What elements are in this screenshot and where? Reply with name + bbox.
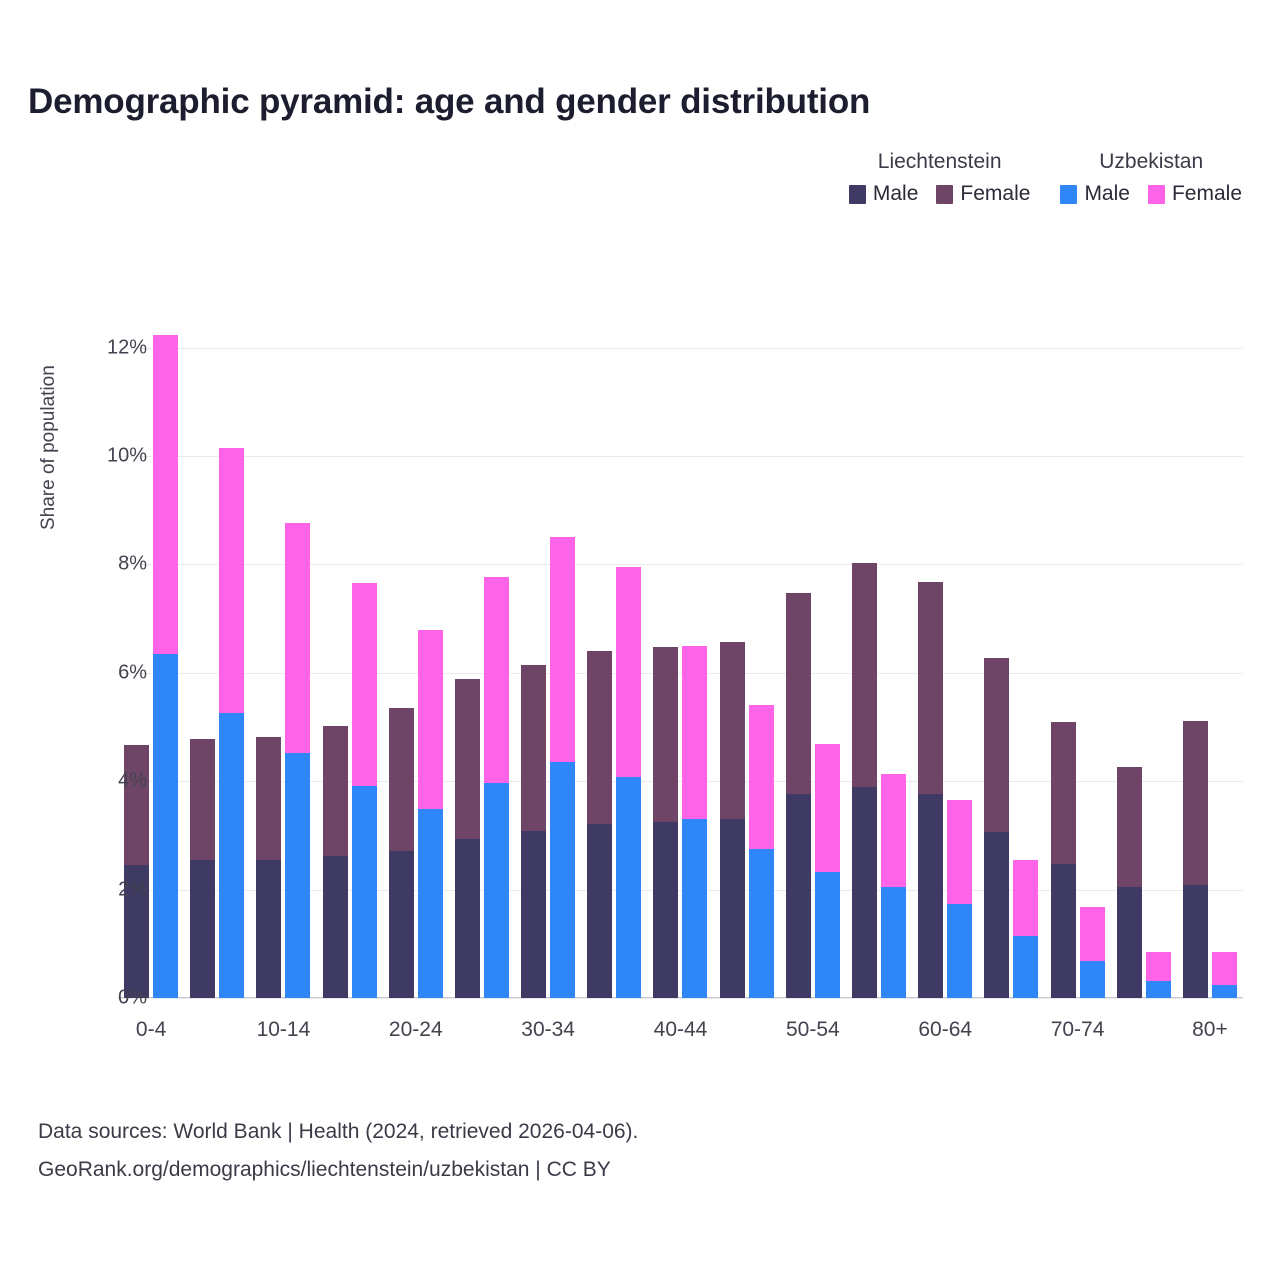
bar-group [978, 315, 1044, 998]
bar-segment-male [616, 777, 641, 998]
bar-uzbekistan[interactable] [682, 646, 707, 998]
bar-segment-female [1051, 722, 1076, 864]
bar-segment-male [484, 783, 509, 998]
bar-liechtenstein[interactable] [587, 651, 612, 998]
bar-segment-female [352, 583, 377, 785]
bar-segment-male [389, 851, 414, 998]
x-axis-tick-label: 10-14 [256, 1018, 311, 1041]
bar-segment-female [881, 774, 906, 888]
bar-group [383, 315, 449, 998]
bar-segment-male [1183, 885, 1208, 998]
bar-segment-female [1146, 952, 1171, 981]
bar-uzbekistan[interactable] [1013, 860, 1038, 998]
bar-segment-female [749, 705, 774, 850]
bar-segment-female [682, 646, 707, 819]
bar-segment-female [323, 726, 348, 856]
y-axis-tick-label: 12% [106, 336, 147, 359]
bar-segment-male [521, 831, 546, 998]
bar-segment-female [256, 737, 281, 861]
bar-segment-female [852, 563, 877, 786]
bar-segment-female [918, 582, 943, 794]
bar-segment-male [153, 654, 178, 998]
bar-group [912, 315, 978, 998]
bar-segment-male [587, 824, 612, 998]
legend-swatch-icon [849, 185, 866, 204]
bar-segment-male [1212, 985, 1237, 998]
bar-segment-female [1183, 721, 1208, 885]
bar-group [449, 315, 515, 998]
x-axis-tick-label: 40-44 [653, 1018, 708, 1041]
legend-item-label: Male [1084, 182, 1130, 205]
bar-segment-male [219, 713, 244, 998]
bar-segment-female [190, 739, 215, 860]
legend-item[interactable] [849, 182, 919, 206]
y-axis-tick-label: 4% [118, 769, 147, 792]
bar-segment-female [1013, 860, 1038, 936]
bar-segment-female [653, 647, 678, 822]
bar-uzbekistan[interactable] [219, 448, 244, 998]
bar-liechtenstein[interactable] [256, 737, 281, 998]
bar-segment-female [815, 744, 840, 872]
bar-liechtenstein[interactable] [1051, 722, 1076, 998]
bar-group [1044, 315, 1110, 998]
bar-segment-male [323, 856, 348, 998]
bar-liechtenstein[interactable] [455, 679, 480, 998]
bar-liechtenstein[interactable] [984, 658, 1009, 998]
bar-segment-male [852, 787, 877, 998]
legend-item[interactable] [1060, 182, 1130, 206]
legend-items [849, 182, 1031, 206]
bar-segment-female [521, 665, 546, 831]
legend-group-title: Liechtenstein [877, 150, 1002, 173]
y-axis-tick-label: 2% [118, 878, 147, 901]
bar-group [1111, 315, 1177, 998]
bar-segment-male [815, 872, 840, 998]
footer-line-2: GeoRank.org/demographics/liechtenstein/uzbekistan | CC BY [38, 1158, 611, 1181]
bar-segment-female [219, 448, 244, 713]
bar-segment-female [786, 593, 811, 795]
page-title: Demographic pyramid: age and gender distribution [28, 82, 871, 121]
bar-segment-female [1212, 952, 1237, 985]
x-axis-tick-label: 80+ [1192, 1018, 1228, 1041]
bar-uzbekistan[interactable] [418, 630, 443, 998]
legend-item-label: Female [1171, 182, 1242, 205]
bar-segment-male [1051, 864, 1076, 998]
bar-group [1177, 315, 1243, 998]
y-axis-tick-label: 10% [106, 444, 147, 467]
bar-segment-male [881, 887, 906, 998]
bar-uzbekistan[interactable] [550, 537, 575, 998]
bar-uzbekistan[interactable] [815, 744, 840, 998]
bar-segment-male [918, 794, 943, 998]
bar-segment-female [616, 567, 641, 777]
bar-segment-male [749, 849, 774, 998]
bar-group [714, 315, 780, 998]
bar-segment-male [682, 819, 707, 998]
bar-segment-male [1117, 887, 1142, 998]
bar-uzbekistan[interactable] [616, 567, 641, 998]
bar-segment-male [550, 762, 575, 998]
bar-segment-male [786, 794, 811, 998]
bar-segment-female [1117, 767, 1142, 887]
bar-group [317, 315, 383, 998]
legend-group-title: Uzbekistan [1099, 150, 1204, 173]
y-axis-tick-label: 0% [118, 986, 147, 1009]
bar-liechtenstein[interactable] [1117, 767, 1142, 998]
bar-segment-male [285, 753, 310, 998]
bar-group [780, 315, 846, 998]
x-axis-tick-label: 30-34 [521, 1018, 575, 1041]
bar-liechtenstein[interactable] [852, 563, 877, 998]
bar-liechtenstein[interactable] [323, 726, 348, 998]
bar-segment-female [285, 523, 310, 753]
bar-liechtenstein[interactable] [918, 582, 943, 998]
x-axis-ticks [118, 998, 1243, 1048]
bar-uzbekistan[interactable] [1146, 952, 1171, 998]
bar-uzbekistan[interactable] [352, 583, 377, 998]
bar-segment-female [389, 708, 414, 851]
footer-line-1: Data sources: World Bank | Health (2024, retrieved 2026-04-06). [38, 1120, 639, 1143]
bar-segment-male [947, 904, 972, 998]
bar-segment-male [455, 839, 480, 998]
bar-segment-male [984, 832, 1009, 998]
bar-segment-female [1080, 907, 1105, 961]
bar-liechtenstein[interactable] [190, 739, 215, 998]
bar-segment-male [1146, 981, 1171, 998]
bar-liechtenstein[interactable] [389, 708, 414, 998]
plot-area [118, 315, 1243, 998]
bar-uzbekistan[interactable] [285, 523, 310, 998]
y-axis-tick-label: 8% [118, 552, 147, 575]
bar-liechtenstein[interactable] [720, 642, 745, 998]
bar-liechtenstein[interactable] [653, 647, 678, 998]
bar-segment-female [153, 335, 178, 655]
bar-segment-female [947, 800, 972, 905]
legend-items [1060, 182, 1242, 206]
bar-segment-female [984, 658, 1009, 831]
legend-swatch-icon [1148, 185, 1165, 204]
y-axis-label: Share of population [38, 365, 59, 530]
bar-liechtenstein[interactable] [521, 665, 546, 998]
legend-item[interactable] [936, 182, 1030, 206]
legend-swatch-icon [1060, 185, 1077, 204]
bar-group [846, 315, 912, 998]
bar-group [647, 315, 713, 998]
x-axis-tick-label: 70-74 [1050, 1018, 1105, 1041]
bar-segment-female [720, 642, 745, 818]
legend-group-0 [849, 150, 1031, 206]
bar-uzbekistan[interactable] [1212, 952, 1237, 998]
legend-item-label: Female [960, 182, 1031, 205]
bar-group [250, 315, 316, 998]
bar-uzbekistan[interactable] [947, 800, 972, 998]
bar-segment-male [1013, 936, 1038, 998]
bar-group [515, 315, 581, 998]
bar-segment-male [1080, 961, 1105, 998]
bar-liechtenstein[interactable] [786, 593, 811, 998]
x-axis-tick-label: 0-4 [135, 1018, 167, 1041]
bar-segment-female [124, 745, 149, 864]
bar-segment-male [720, 819, 745, 998]
bar-segment-female [418, 630, 443, 809]
bar-uzbekistan[interactable] [153, 335, 178, 998]
chart-legend [849, 150, 1242, 206]
x-axis-tick-label: 50-54 [785, 1018, 840, 1041]
bar-segment-male [653, 822, 678, 998]
bar-uzbekistan[interactable] [881, 774, 906, 998]
bar-uzbekistan[interactable] [749, 705, 774, 998]
legend-swatch-icon [936, 185, 953, 204]
bar-segment-female [587, 651, 612, 824]
x-axis-tick-label: 60-64 [918, 1018, 973, 1041]
legend-item-label: Male [872, 182, 919, 205]
bar-uzbekistan[interactable] [1080, 907, 1105, 998]
bar-group [184, 315, 250, 998]
legend-group-1 [1060, 150, 1242, 206]
bar-segment-male [418, 809, 443, 998]
bar-group [581, 315, 647, 998]
bar-liechtenstein[interactable] [1183, 721, 1208, 998]
bar-segment-female [550, 537, 575, 762]
bar-uzbekistan[interactable] [484, 577, 509, 998]
legend-item[interactable] [1148, 182, 1242, 206]
bar-segment-male [256, 860, 281, 998]
bar-segment-male [352, 786, 377, 998]
x-axis-tick-label: 20-24 [388, 1018, 443, 1041]
bar-segment-female [484, 577, 509, 783]
bar-segment-male [190, 860, 215, 998]
y-axis-tick-label: 6% [118, 661, 147, 684]
footer-note [38, 1113, 638, 1189]
bar-segment-female [455, 679, 480, 839]
